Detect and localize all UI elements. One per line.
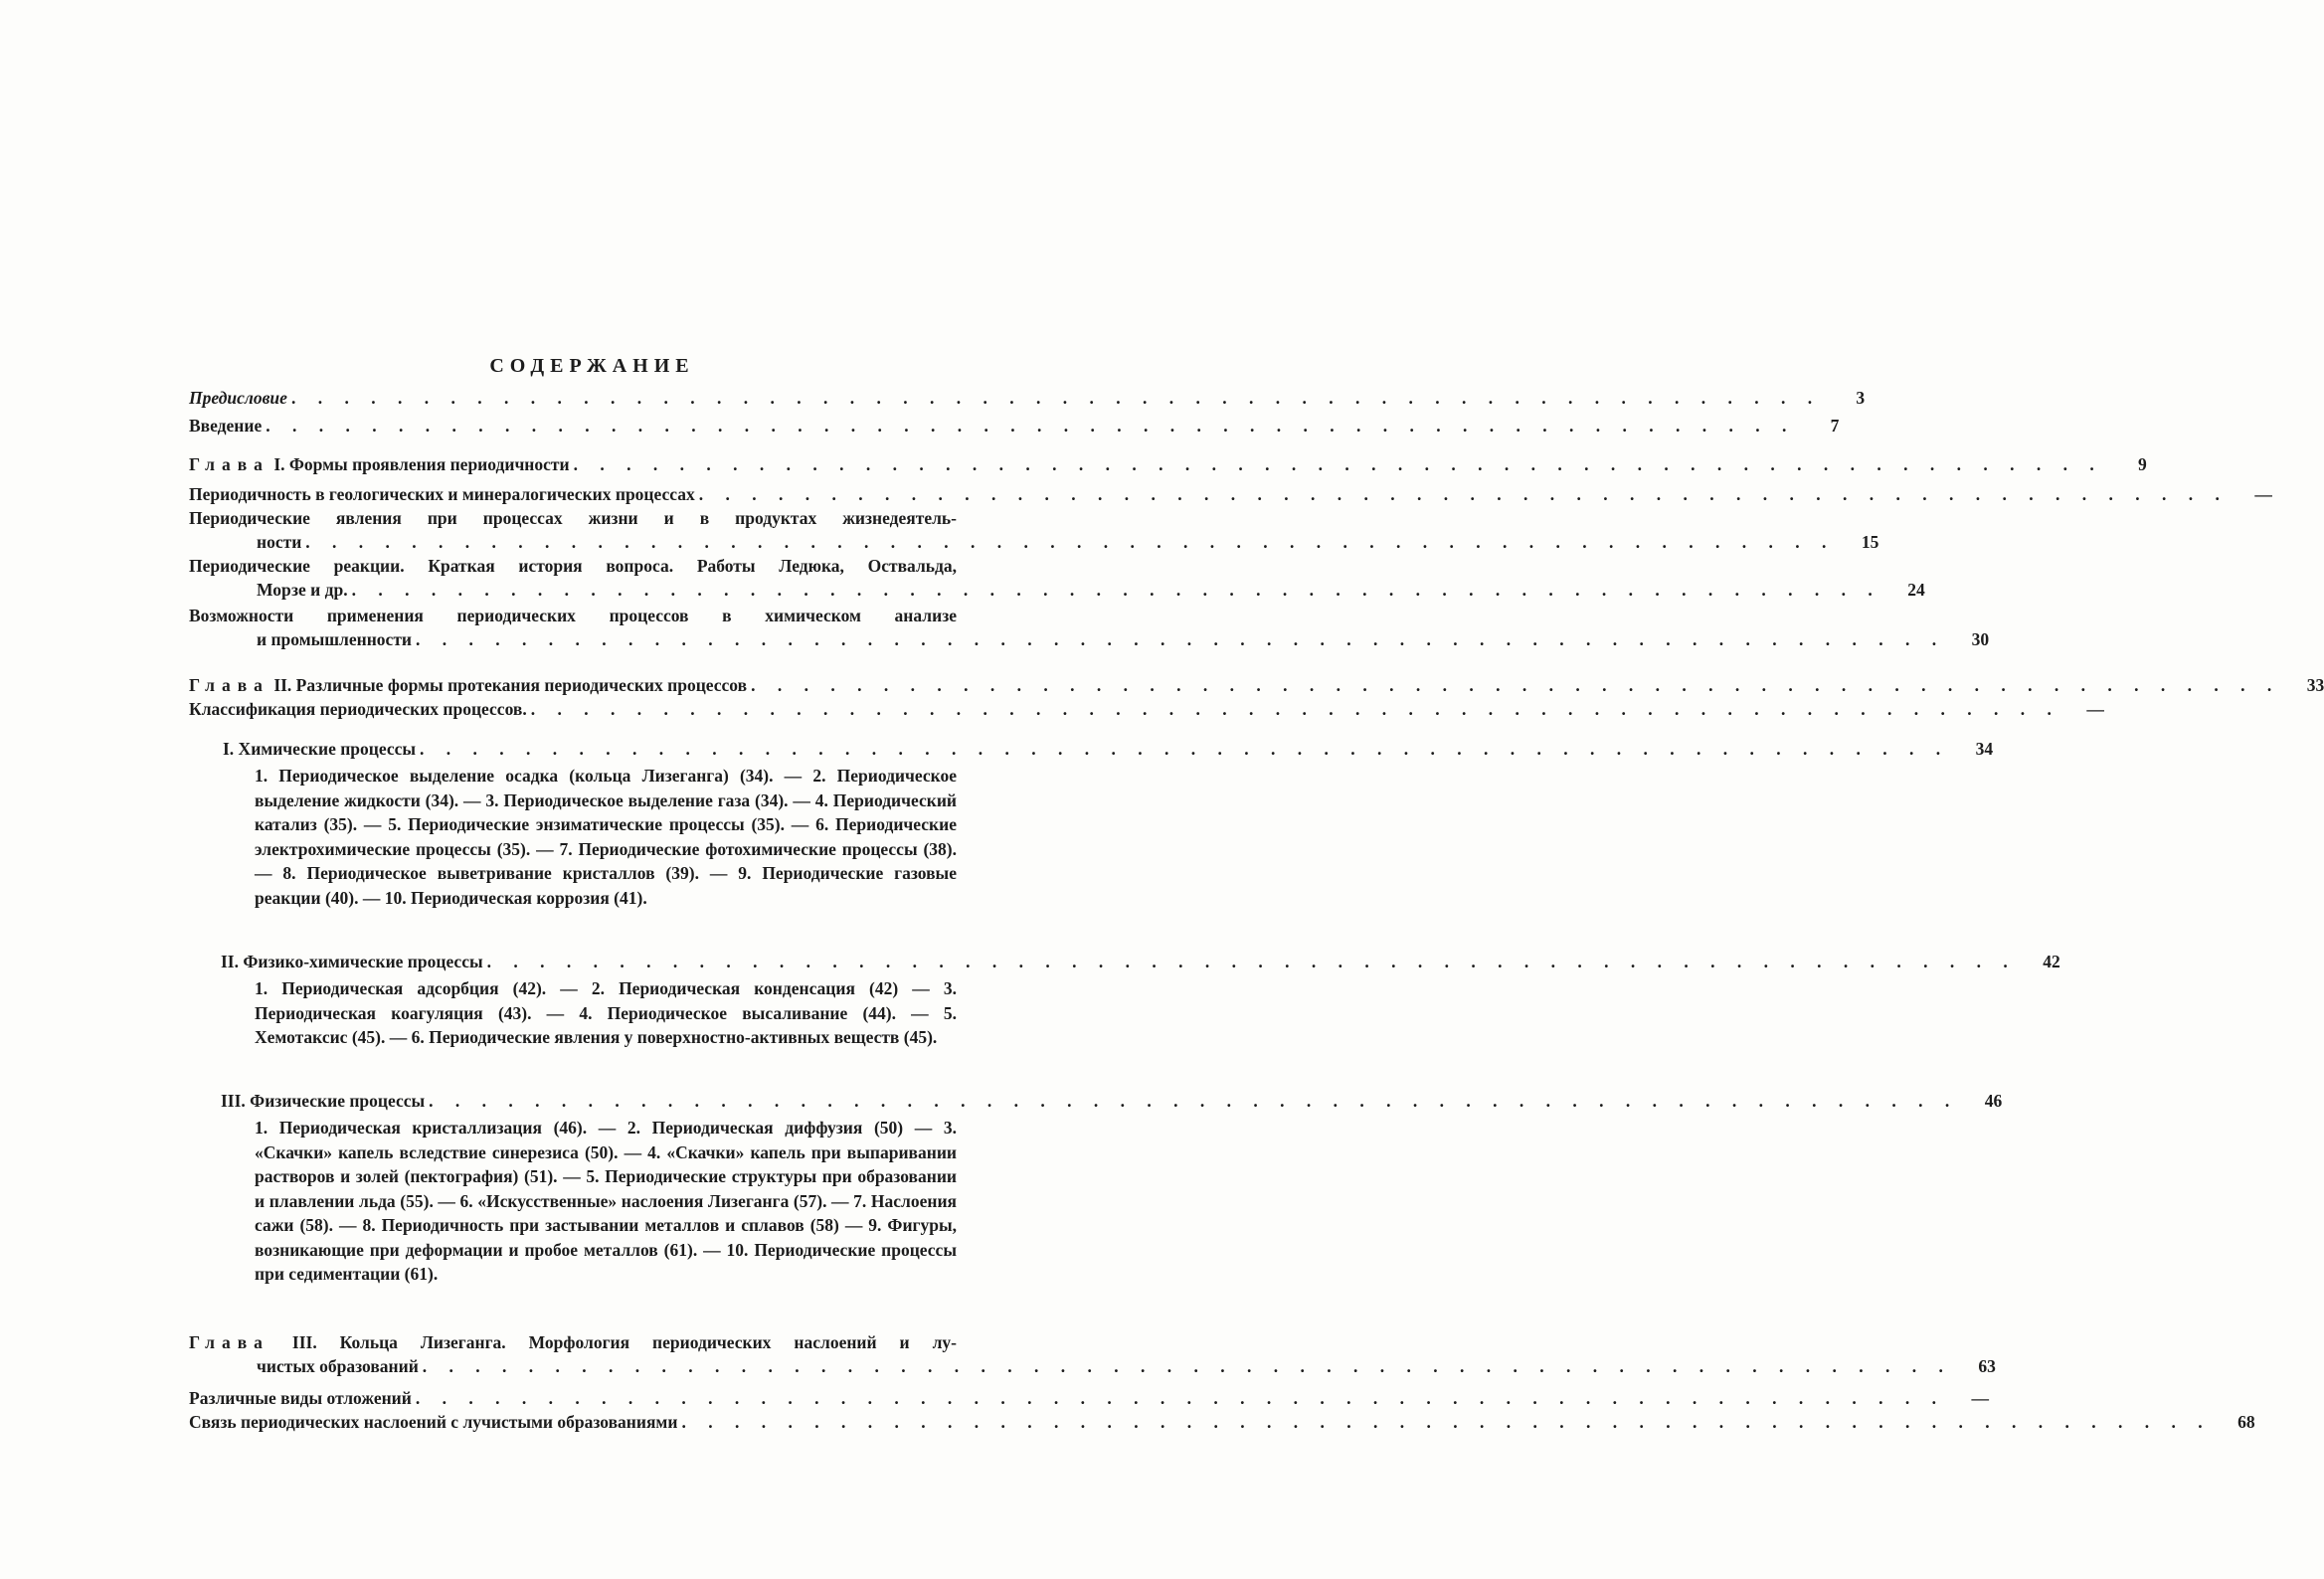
toc-entry-title-line1: III. Кольца Лизеганга. Морфология периодических наслоений и лу-	[291, 1332, 957, 1352]
toc-page-number: 63	[1978, 1356, 1996, 1376]
toc-entry-radial-formations[interactable]	[189, 1410, 2255, 1434]
physical-subsections-paragraph	[255, 1116, 957, 1287]
toc-entry-title: I. Формы проявления периодичности	[273, 454, 570, 474]
leader-dots: . . . . . . . . . . . . . . . . . . . . . . . . . . . . . . . . . . . . . . . . . . . . . . . . . . . . . . . . . .	[420, 739, 1950, 759]
toc-entry-title: Предисловие	[189, 388, 287, 408]
toc-entry-title: Связь периодических наслоений с лучистыми образованиями	[189, 1412, 678, 1432]
toc-entry-preface[interactable]	[189, 386, 1866, 410]
leader-dots: . . . . . . . . . . . . . . . . . . . . . . . . . . . . . . . . . . . . . . . . . . . . . . . . . . . . . . . . . .	[415, 1388, 1945, 1408]
leader-dots: . . . . . . . . . . . . . . . . . . . . . . . . . . . . . . . . . . . . . . . . . . . . . . . . . . . . . . . . . .	[351, 580, 1881, 600]
toc-entry-physico-chemical[interactable]	[189, 950, 2060, 973]
toc-page-number: 30	[1971, 629, 1990, 649]
chapter-label: Глава	[189, 454, 269, 474]
toc-page-number: 3	[1856, 388, 1866, 408]
toc-entry-title: Различные виды отложений	[189, 1388, 412, 1408]
toc-page-number: 15	[1861, 532, 1879, 552]
toc-entry-life-processes[interactable]	[189, 506, 1879, 554]
physico-chemical-subsections-paragraph	[255, 976, 957, 1050]
toc-entry-geology[interactable]	[189, 482, 2272, 506]
toc-entry-title: Периодичность в геологических и минералогических процессах	[189, 484, 695, 504]
chapter-label: Глава	[189, 675, 269, 695]
leader-dots: . . . . . . . . . . . . . . . . . . . . . . . . . . . . . . . . . . . . . . . . . . . . . . . . . . . . . . . . . .	[416, 629, 1946, 649]
leader-dots: . . . . . . . . . . . . . . . . . . . . . . . . . . . . . . . . . . . . . . . . . . . . . . . . . . . . . . . . . .	[429, 1091, 1959, 1111]
leader-dots: . . . . . . . . . . . . . . . . . . . . . . . . . . . . . . . . . . . . . . . . . . . . . . . . . . . . . . . . . .	[681, 1412, 2212, 1432]
toc-entry-title-line1: Периодические реакции. Краткая история вопроса. Работы Ледюка, Оствальда,	[189, 556, 957, 576]
toc-page-number: 9	[2137, 454, 2147, 474]
toc-entry-physical[interactable]	[189, 1089, 2003, 1113]
toc-entry-chapter-1[interactable]	[189, 452, 2147, 476]
toc-page-number: —	[2086, 699, 2104, 719]
toc-page-number: —	[2254, 484, 2272, 504]
toc-entry-title: II. Различные формы протекания периодических процессов	[273, 675, 748, 695]
leader-dots: . . . . . . . . . . . . . . . . . . . . . . . . . . . . . . . . . . . . . . . . . . . . . . . . . . . . . . . . . .	[751, 675, 2281, 695]
toc-entry-title-line2: и промышленности	[257, 629, 412, 649]
paragraph-text: 1. Периодическое выделение осадка (кольца Лизеганга) (34). — 2. Периодическое выделение жидкости (34). — 3. Периодическое выделение газа (34). — 4. Периодический катализ (35). — 5. Периодические энзиматические процессы (35). — 6. Периодические электрохимические процессы (35). — 7. Периодические фотохимические процессы (38). — 8. Периодическое выветривание кристаллов (39). — 9. Периодические газовые реакции (40). — 10. Периодическая коррозия (41).	[255, 766, 957, 908]
toc-entry-title-line2: Морзе и др.	[257, 580, 348, 600]
chemical-subsections-paragraph	[255, 764, 957, 910]
toc-page-number: 68	[2237, 1412, 2255, 1432]
leader-dots: . . . . . . . . . . . . . . . . . . . . . . . . . . . . . . . . . . . . . . . . . . . . . . . . . . . . . . . . . .	[305, 532, 1836, 552]
chapter-label: Глава	[189, 1332, 269, 1352]
leader-dots: . . . . . . . . . . . . . . . . . . . . . . . . . . . . . . . . . . . . . . . . . . . . . . . . . . . . . . . . . .	[422, 1356, 1952, 1376]
paragraph-text: 1. Периодическая адсорбция (42). — 2. Периодическая конденсация (42) — 3. Периодическая коагуляция (43). — 4. Периодическое высаливание (44). — 5. Хемотаксис (45). — 6. Периодические явления у поверхностно-активных веществ (45).	[255, 978, 957, 1047]
toc-entry-title: III. Физические процессы	[221, 1091, 426, 1111]
leader-dots: . . . . . . . . . . . . . . . . . . . . . . . . . . . . . . . . . . . . . . . . . . . . . . . . . . . . . . . . . .	[266, 416, 1796, 436]
leader-dots: . . . . . . . . . . . . . . . . . . . . . . . . . . . . . . . . . . . . . . . . . . . . . . . . . . . . . . . . . .	[530, 699, 2060, 719]
toc-entry-title: Введение	[189, 416, 263, 436]
toc-entry-title-line2: чистых образований	[257, 1356, 419, 1376]
toc-entry-deposit-types[interactable]	[189, 1386, 1989, 1410]
toc-entry-title: II. Физико-химические процессы	[221, 952, 483, 971]
toc-entry-chemical[interactable]	[189, 737, 1994, 761]
leader-dots: . . . . . . . . . . . . . . . . . . . . . . . . . . . . . . . . . . . . . . . . . . . . . . . . . . . . . . . . . .	[698, 484, 2229, 504]
toc-entry-chapter-3[interactable]	[189, 1330, 1996, 1378]
toc-entry-periodic-reactions[interactable]	[189, 554, 1925, 602]
toc-entry-title: I. Химические процессы	[223, 739, 417, 759]
toc-page-number: 7	[1830, 416, 1840, 436]
toc-entry-title-line1: Возможности применения периодических процессов в химическом анализе	[189, 606, 957, 625]
toc-page-number: 42	[2043, 952, 2060, 971]
toc-page-number: 34	[1975, 739, 1994, 759]
toc-entry-classification[interactable]	[189, 697, 2104, 721]
toc-entry-title-line2: ности	[257, 532, 302, 552]
toc-page-number: —	[1971, 1388, 1989, 1408]
page-title: СОДЕРЖАНИЕ	[489, 355, 695, 377]
leader-dots: . . . . . . . . . . . . . . . . . . . . . . . . . . . . . . . . . . . . . . . . . . . . . . . . . . . . . . . . . .	[573, 454, 2103, 474]
toc-page-number: 24	[1907, 580, 1925, 600]
toc-entry-applications[interactable]	[189, 604, 1990, 651]
toc-entry-title: Классификация периодических процессов.	[189, 699, 527, 719]
toc-entry-intro[interactable]	[189, 414, 1840, 438]
toc-entry-title-line1: Периодические явления при процессах жизни и в продуктах жизнедеятель-	[189, 508, 957, 528]
toc-page-number: 46	[1984, 1091, 2003, 1111]
leader-dots: . . . . . . . . . . . . . . . . . . . . . . . . . . . . . . . . . . . . . . . . . . . . . . . . . . . . . . . . . .	[290, 388, 1822, 408]
toc-page-number: 33	[2306, 675, 2324, 695]
toc-entry-chapter-2[interactable]	[189, 673, 2324, 697]
leader-dots: . . . . . . . . . . . . . . . . . . . . . . . . . . . . . . . . . . . . . . . . . . . . . . . . . . . . . . . . . .	[486, 952, 2017, 971]
paragraph-text: 1. Периодическая кристаллизация (46). — 2. Периодическая диффузия (50) — 3. «Скачки» капель вследствие синерезиса (50). — 4. «Скачки» капель при выпаривании растворов и золей (пектография) (51). — 5. Периодические структуры при образовании и плавлении льда (55). — 6. «Искусственные» наслоения Лизеганга (57). — 7. Наслоения сажи (58). — 8. Периодичность при застывании металлов и сплавов (58) — 9. Фигуры, возникающие при деформации и пробое металлов (61). — 10. Периодические процессы при седиментации (61).	[255, 1118, 957, 1284]
